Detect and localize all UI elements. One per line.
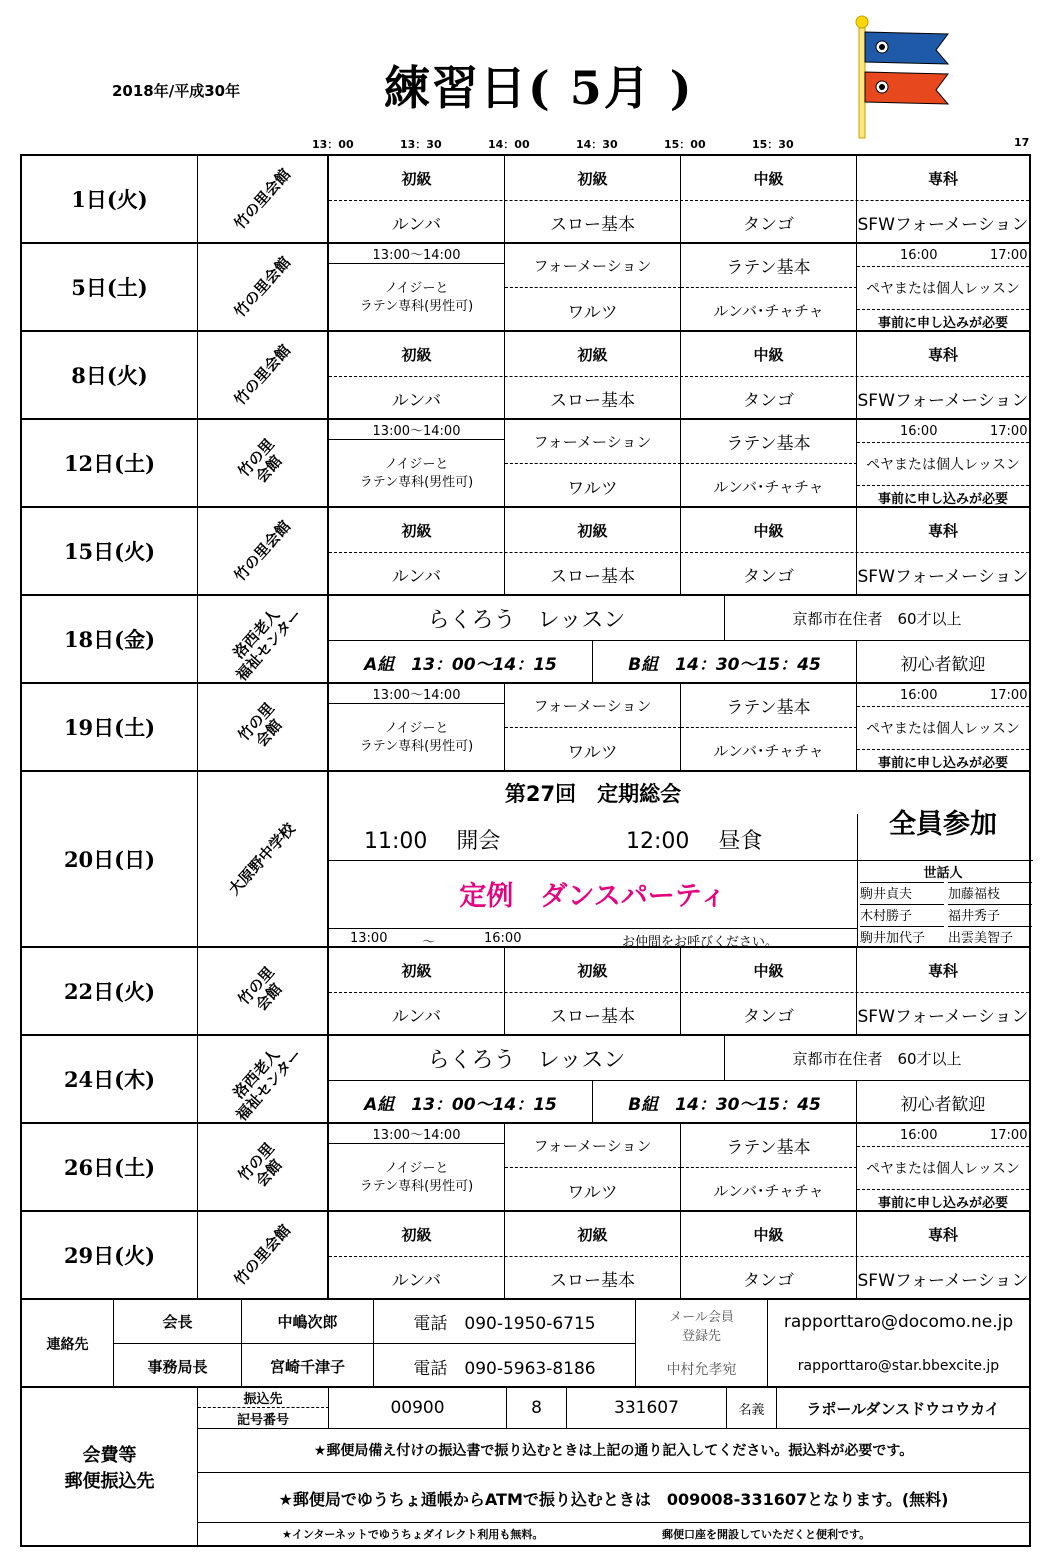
- venue-label: 大原野中学校: [225, 819, 300, 899]
- class-label: ルンバ･チャチャ: [681, 1168, 857, 1212]
- account-number: 331607: [567, 1388, 727, 1428]
- class-label: ワルツ: [505, 728, 681, 772]
- venue-cell: [198, 772, 329, 946]
- venue-cell: [198, 244, 329, 330]
- class-label: ルンバ: [329, 1256, 505, 1300]
- class-label: スロー基本: [505, 992, 681, 1036]
- venue-cell: [198, 948, 329, 1034]
- group-a: A組 13：00～14：15: [329, 1080, 593, 1124]
- class-label: ノイジーと ラテン専科(男性可): [329, 1144, 505, 1212]
- venue-cell: [198, 1036, 329, 1122]
- class-label: SFWフォーメーション: [857, 1006, 1029, 1027]
- group-b: B組 14：30～15：45: [593, 1080, 857, 1124]
- schedule-row: [22, 156, 1029, 244]
- class-label: ペヤまたは個人レッスン: [857, 1146, 1029, 1190]
- account-number: 00900: [329, 1388, 507, 1428]
- time-label: ～: [422, 935, 436, 950]
- time-label: 17:00: [990, 248, 1028, 263]
- class-label: ノイジーと ラテン専科(男性可): [329, 264, 505, 332]
- contact-label: 連絡先: [22, 1300, 114, 1388]
- venue-label: 竹の里会館: [230, 164, 295, 233]
- caretaker-name: 加藤福枝: [948, 882, 1032, 902]
- date-label: 26日(土): [22, 1124, 198, 1210]
- level-label: 初級: [329, 156, 505, 200]
- year-label: 2018年/平成30年: [112, 82, 241, 100]
- class-label: スロー基本: [505, 552, 681, 596]
- venue-label: 竹の里 会館: [234, 698, 286, 750]
- contact-section: [22, 1300, 1029, 1388]
- role-label: 会長: [114, 1300, 242, 1344]
- code-label: 記号番号: [198, 1408, 329, 1428]
- schedule-row: [22, 420, 1029, 508]
- date-label: 24日(木): [22, 1036, 198, 1122]
- note-label: 事前に申し込みが必要: [877, 1195, 1008, 1211]
- class-label: ワルツ: [505, 1168, 681, 1212]
- date-label: 20日(日): [22, 772, 198, 946]
- divider: [198, 1522, 1029, 1523]
- level-label: 初級: [505, 332, 681, 376]
- class-label: ワルツ: [505, 464, 681, 508]
- welcome-label: 初心者歓迎: [900, 654, 986, 675]
- venue-label: 竹の里 会館: [234, 1138, 286, 1190]
- time-label: 17:00: [990, 1128, 1028, 1143]
- person-name: 中嶋次郎: [242, 1300, 374, 1344]
- time-label: 13:00～14:00: [329, 244, 505, 264]
- time-label: 16:00: [900, 688, 938, 703]
- class-label: タンゴ: [681, 376, 857, 420]
- venue-cell: [198, 156, 329, 242]
- schedule-table: [20, 154, 1031, 1547]
- class-label: ワルツ: [505, 288, 681, 332]
- time-label: 16:00: [900, 424, 938, 439]
- venue-cell: [198, 420, 329, 506]
- level-label: 中級: [681, 508, 857, 552]
- time-label: 17:00: [990, 688, 1028, 703]
- open-label: 11:00 開会: [364, 829, 501, 854]
- level-label: 初級: [505, 1212, 681, 1256]
- level-label: 初級: [505, 508, 681, 552]
- class-label: ルンバ･チャチャ: [681, 288, 857, 332]
- caretaker-name: 出雲美智子: [948, 926, 1032, 946]
- class-label: ノイジーと ラテン専科(男性可): [329, 704, 505, 772]
- class-label: タンゴ: [681, 200, 857, 244]
- level-label: 専科: [927, 961, 958, 980]
- level-label: 初級: [329, 508, 505, 552]
- welcome-label: 初心者歓迎: [900, 1094, 986, 1115]
- venue-cell: [198, 1124, 329, 1210]
- meeting-title: 第27回 定期総会: [504, 782, 682, 806]
- class-label: ルンバ: [329, 992, 505, 1036]
- venue-label: 竹の里 会館: [234, 962, 286, 1014]
- note-label: 事前に申し込みが必要: [877, 755, 1008, 771]
- level-label: 初級: [329, 332, 505, 376]
- level-label: 専科: [927, 169, 958, 188]
- class-label: タンゴ: [681, 1256, 857, 1300]
- level-label: 初級: [505, 156, 681, 200]
- venue-cell: [198, 508, 329, 594]
- note-label: お仲間をお呼びください。: [622, 935, 779, 950]
- date-label: 8日(火): [22, 332, 198, 418]
- target-label: 京都市在住者 60才以上: [792, 609, 962, 628]
- note-label: 事前に申し込みが必要: [877, 491, 1008, 507]
- divider: [329, 928, 857, 929]
- time-tick: 13：30: [400, 138, 442, 151]
- venue-cell: [198, 332, 329, 418]
- event-title: らくろう レッスン: [329, 1036, 725, 1080]
- class-label: ラテン基本: [681, 684, 857, 728]
- class-label: ノイジーと ラテン専科(男性可): [329, 440, 505, 508]
- class-label: SFWフォーメーション: [857, 566, 1029, 587]
- class-label: フォーメーション: [505, 684, 681, 728]
- divider: [329, 992, 1029, 993]
- class-label: フォーメーション: [505, 420, 681, 464]
- caretaker-name: 福井秀子: [948, 904, 1032, 924]
- venue-label: 竹の里会館: [230, 1220, 295, 1289]
- time-label: 13:00: [350, 931, 388, 946]
- class-label: ペヤまたは個人レッスン: [857, 266, 1029, 310]
- class-label: ラテン基本: [681, 420, 857, 464]
- class-label: ルンバ･チャチャ: [681, 464, 857, 508]
- level-label: 中級: [681, 1212, 857, 1256]
- divider: [857, 814, 858, 860]
- date-label: 22日(火): [22, 948, 198, 1034]
- event-title: らくろう レッスン: [329, 596, 725, 640]
- venue-label: 竹の里会館: [230, 252, 295, 321]
- date-label: 1日(火): [22, 156, 198, 242]
- divider: [329, 860, 857, 861]
- time-label: 16:00: [900, 1128, 938, 1143]
- venue-cell: [198, 1212, 329, 1298]
- date-label: 29日(火): [22, 1212, 198, 1298]
- note-label: 郵便口座を開設していただくと便利です。: [662, 1528, 871, 1541]
- date-label: 12日(土): [22, 420, 198, 506]
- venue-cell: [198, 684, 329, 770]
- date-label: 5日(土): [22, 244, 198, 330]
- class-label: SFWフォーメーション: [857, 1270, 1029, 1291]
- level-label: 初級: [505, 948, 681, 992]
- divider: [329, 552, 1029, 553]
- role-label: 事務局長: [114, 1344, 242, 1388]
- email-link[interactable]: rapporttaro@star.bbexcite.jp: [797, 1358, 1000, 1374]
- time-label: 13:00～14:00: [329, 684, 505, 704]
- group-a: A組 13：00～14：15: [329, 640, 593, 684]
- level-label: 専科: [927, 1225, 958, 1244]
- caretaker-name: 駒井加代子: [860, 926, 944, 946]
- class-label: SFWフォーメーション: [857, 214, 1029, 235]
- time-tick: 17: [1014, 136, 1030, 149]
- schedule-row: [22, 684, 1029, 772]
- target-label: 京都市在住者 60才以上: [792, 1049, 962, 1068]
- schedule-row: [22, 772, 1029, 948]
- level-label: 専科: [927, 345, 958, 364]
- divider: [198, 1472, 1029, 1473]
- name-label: 名義: [727, 1388, 777, 1428]
- date-label: 19日(土): [22, 684, 198, 770]
- group-b: B組 14：30～15：45: [593, 640, 857, 684]
- class-label: フォーメーション: [505, 244, 681, 288]
- divider: [329, 376, 1029, 377]
- divider: [329, 200, 1029, 201]
- time-tick: 13：00: [312, 138, 354, 151]
- note-label: ★インターネットでゆうちょダイレクト利用も無料。: [282, 1528, 544, 1541]
- mail-person: 中村允孝宛: [636, 1350, 768, 1388]
- divider: [198, 1428, 1029, 1429]
- note-label: ★郵便局備え付けの振込書で振り込むときは上記の通り記入してください。振込料が必要です。: [313, 1443, 914, 1459]
- caretaker-label: 世話人: [923, 865, 963, 881]
- account-number: 8: [507, 1388, 567, 1428]
- page-title: 練習日( 5月 ): [384, 61, 694, 115]
- schedule-row: [22, 596, 1029, 684]
- schedule-row: [22, 1212, 1029, 1300]
- note-label: ★郵便局でゆうちょ通帳からATMで振り込むときは 009008-331607となります。(無料): [278, 1489, 949, 1509]
- venue-label: 竹の里 会館: [234, 434, 286, 486]
- caretaker-name: 駒井貞夫: [860, 882, 944, 902]
- date-label: 18日(金): [22, 596, 198, 682]
- class-label: SFWフォーメーション: [857, 390, 1029, 411]
- schedule-row: [22, 948, 1029, 1036]
- time-tick: 15：30: [752, 138, 794, 151]
- level-label: 初級: [329, 948, 505, 992]
- class-label: ルンバ: [329, 200, 505, 244]
- email-link[interactable]: rapporttaro@docomo.ne.jp: [783, 1312, 1014, 1332]
- time-label: 16:00: [484, 931, 522, 946]
- class-label: ルンバ: [329, 552, 505, 596]
- class-label: ルンバ: [329, 376, 505, 420]
- venue-label: 竹の里会館: [230, 516, 295, 585]
- class-label: タンゴ: [681, 992, 857, 1036]
- venue-cell: [198, 596, 329, 682]
- koinobori-icon: [848, 14, 958, 139]
- venue-label: 洛西老人 福祉センター: [229, 1044, 306, 1124]
- schedule-row: [22, 332, 1029, 420]
- schedule-row: [22, 508, 1029, 596]
- venue-label: 洛西老人 福祉センター: [229, 604, 306, 684]
- schedule-row: [22, 1036, 1029, 1124]
- mail-label: メール会員 登録先: [636, 1300, 768, 1350]
- caretaker-name: 木村勝子: [860, 904, 944, 924]
- class-label: タンゴ: [681, 552, 857, 596]
- class-label: スロー基本: [505, 1256, 681, 1300]
- class-label: ペヤまたは個人レッスン: [857, 706, 1029, 750]
- all-attend-label: 全員参加: [889, 809, 997, 840]
- class-label: スロー基本: [505, 376, 681, 420]
- time-tick: 14：00: [488, 138, 530, 151]
- note-label: 事前に申し込みが必要: [877, 315, 1008, 331]
- level-label: 中級: [681, 156, 857, 200]
- time-label: 16:00: [900, 248, 938, 263]
- class-label: フォーメーション: [505, 1124, 681, 1168]
- class-label: ラテン基本: [681, 244, 857, 288]
- time-label: 17:00: [990, 424, 1028, 439]
- schedule-row: [22, 1124, 1029, 1212]
- class-label: ルンバ･チャチャ: [681, 728, 857, 772]
- person-name: 宮崎千津子: [242, 1344, 374, 1388]
- class-label: ペヤまたは個人レッスン: [857, 442, 1029, 486]
- level-label: 初級: [329, 1212, 505, 1256]
- class-label: スロー基本: [505, 200, 681, 244]
- phone-number: 電話 090-5963-8186: [374, 1344, 636, 1388]
- dest-label: 振込先: [198, 1388, 329, 1408]
- venue-label: 竹の里会館: [230, 340, 295, 409]
- payment-section: [22, 1388, 1029, 1545]
- account-name: ラポールダンスドウコウカイ: [806, 1399, 1000, 1418]
- lunch-label: 12:00 昼食: [626, 829, 763, 854]
- divider: [329, 1256, 1029, 1257]
- schedule-row: [22, 244, 1029, 332]
- payment-label: 会費等 郵便振込先: [22, 1388, 198, 1545]
- level-label: 専科: [927, 521, 958, 540]
- time-label: 13:00～14:00: [329, 420, 505, 440]
- time-tick: 14：30: [576, 138, 618, 151]
- level-label: 中級: [681, 332, 857, 376]
- level-label: 中級: [681, 948, 857, 992]
- class-label: ラテン基本: [681, 1124, 857, 1168]
- phone-number: 電話 090-1950-6715: [374, 1300, 636, 1344]
- time-label: 13:00～14:00: [329, 1124, 505, 1144]
- party-title: 定例 ダンスパーティ: [459, 881, 727, 912]
- time-tick: 15：00: [664, 138, 706, 151]
- date-label: 15日(火): [22, 508, 198, 594]
